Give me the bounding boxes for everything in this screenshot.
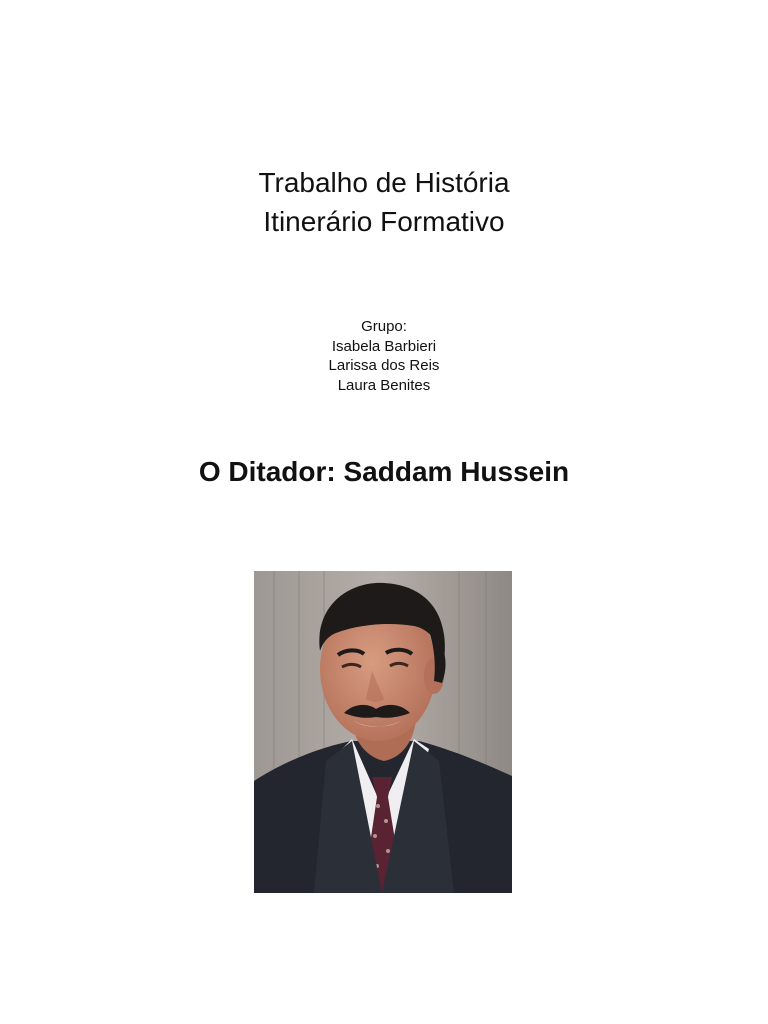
document-title xyxy=(0,163,768,241)
title-line-2: Itinerário Formativo xyxy=(263,206,505,237)
portrait-photo xyxy=(254,571,512,893)
group-member: Isabela Barbieri xyxy=(331,337,437,355)
group-list xyxy=(0,317,768,395)
document-heading: O Ditador: Saddam Hussein xyxy=(198,456,570,487)
group-label: Grupo: xyxy=(361,318,407,335)
group-member: Larissa dos Reis xyxy=(328,357,440,374)
group-member: Laura Benites xyxy=(337,376,431,394)
title-line-1: Trabalho de História xyxy=(258,167,510,198)
